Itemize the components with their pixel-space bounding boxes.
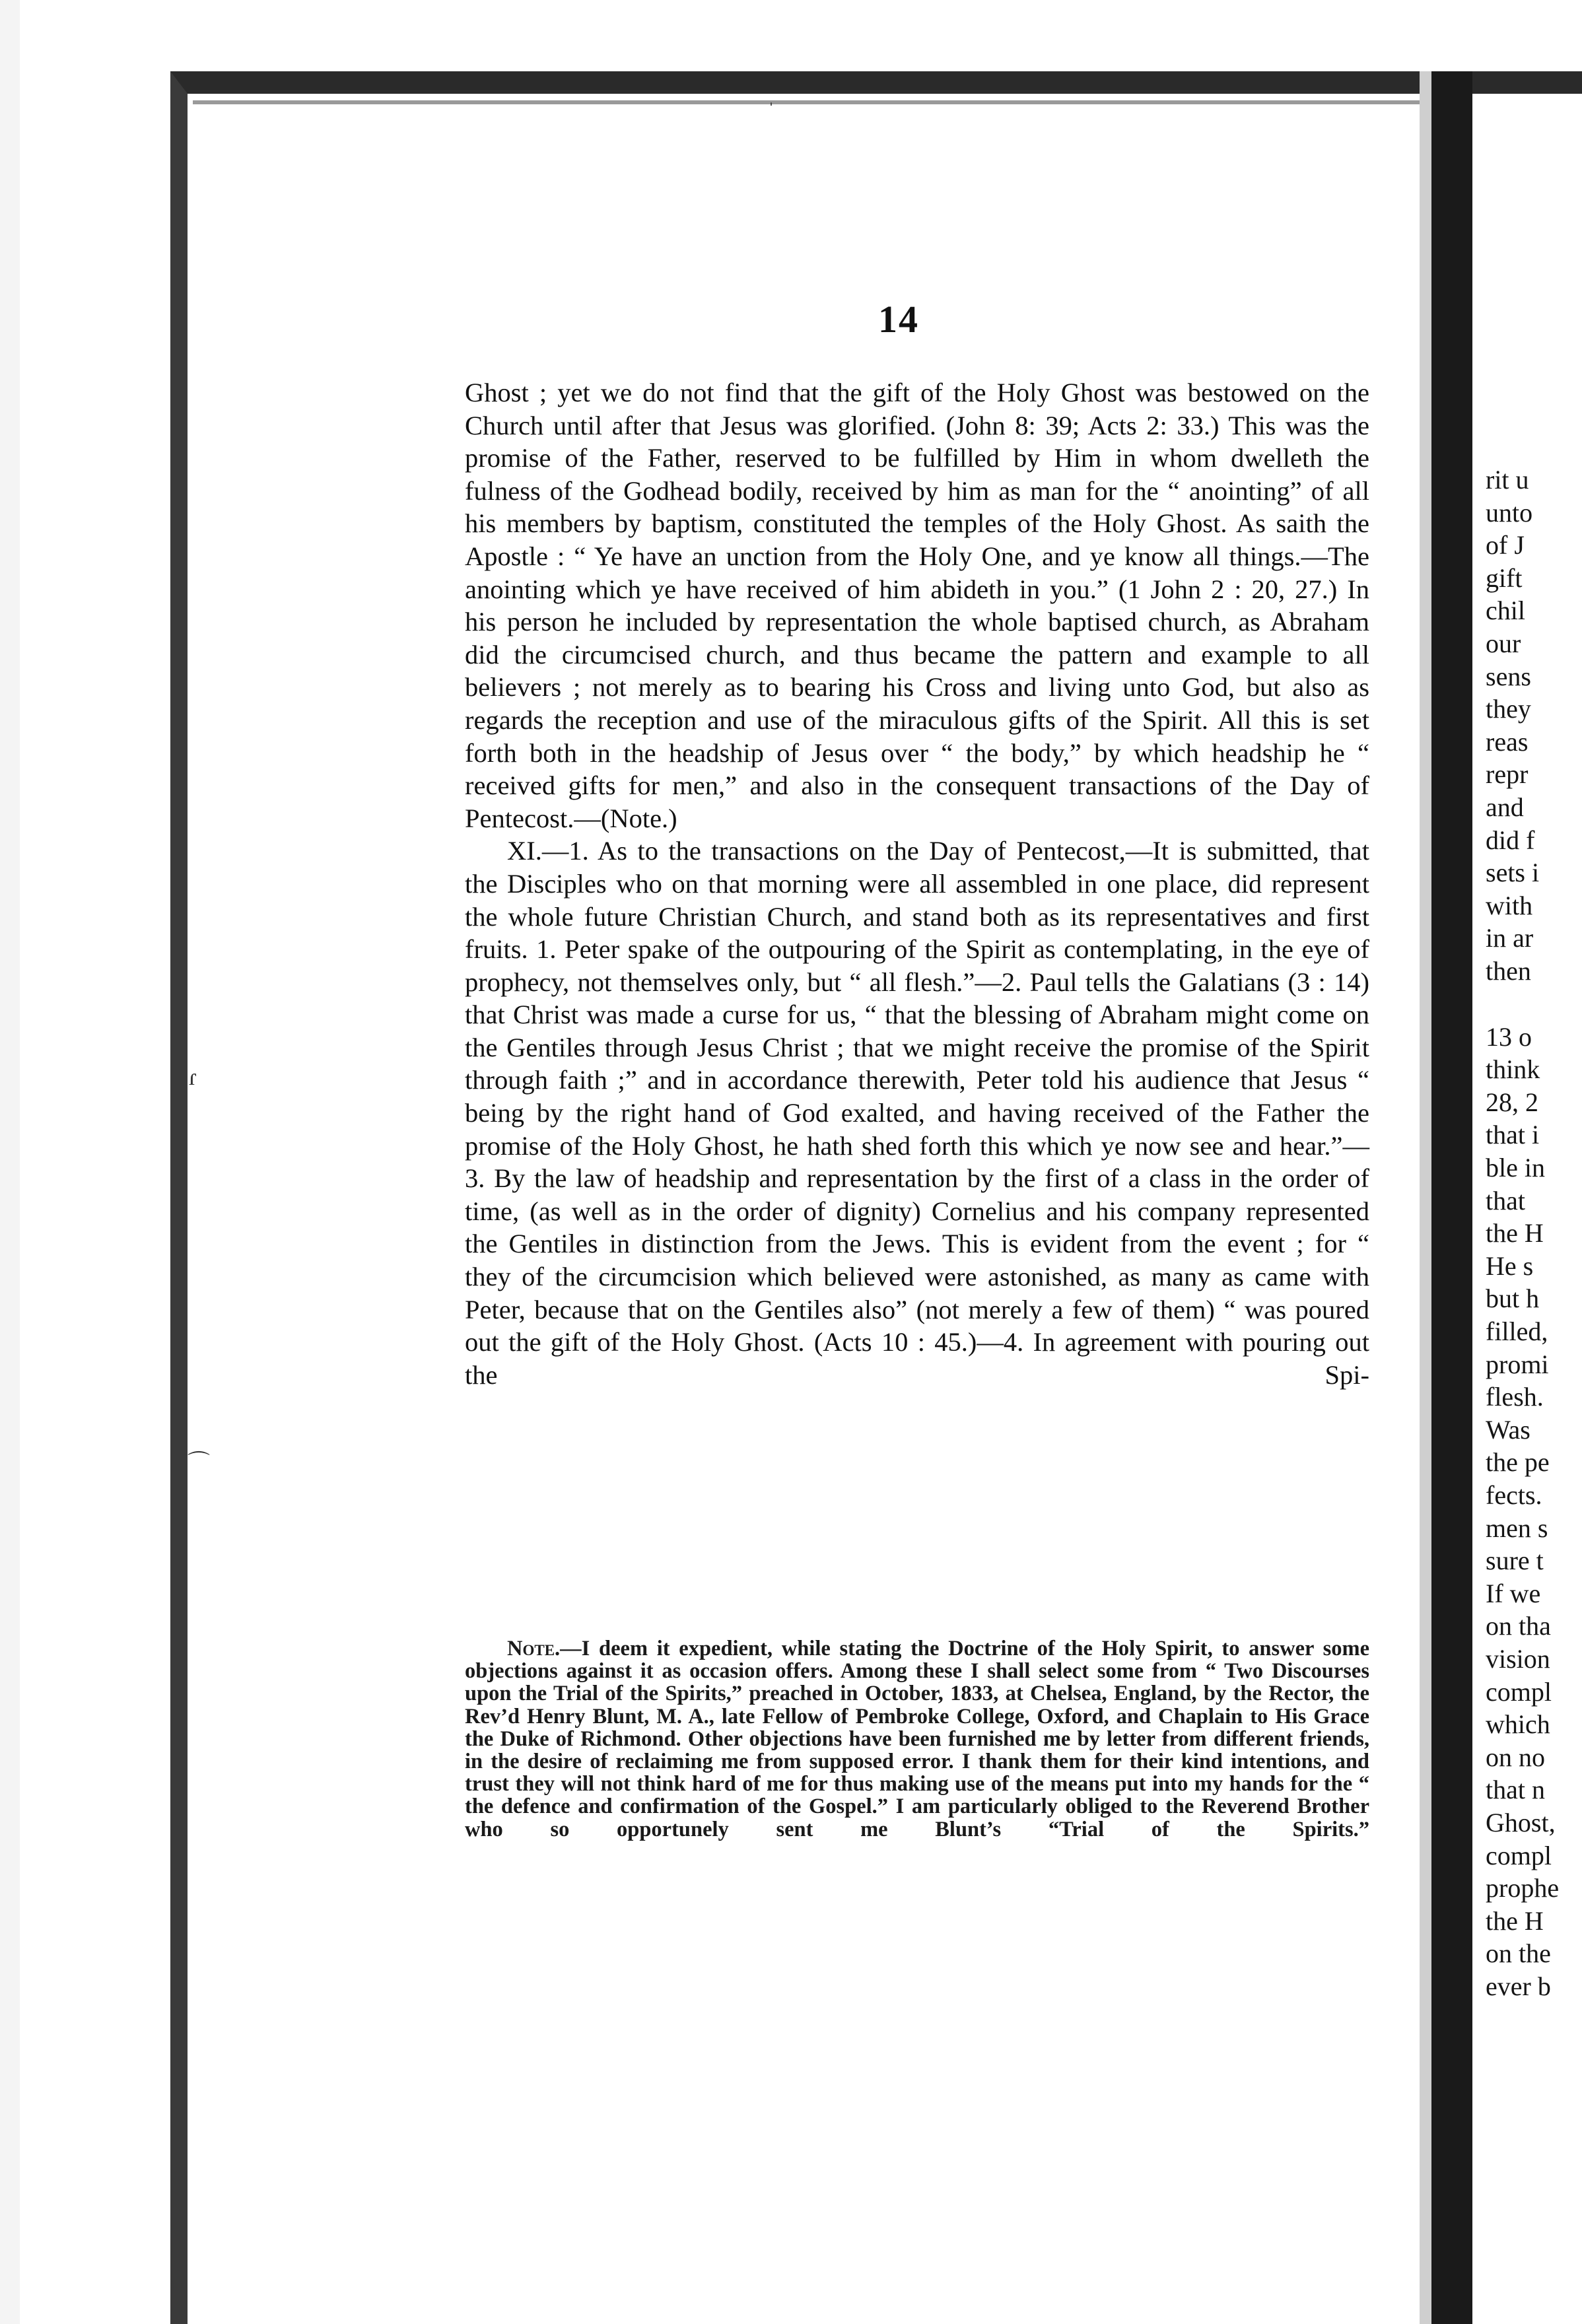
right-page-line: vision: [1486, 1644, 1550, 1674]
footnote-text: —I deem it expedient, while stating the Doctrine of the Holy Spirit, to answer some objections against it as occasion offers. Among these I shall select some from “ Two Discourses upon the Trial of the Spirits,” preached in October, 1833, at Chelsea, England, by the Rector, the Rev’d Henry Blunt, M. A., late Fellow of Pembroke College, Oxford, and Chaplain to His Grace the Duke of Richmond. Other objections have been furnished me by letter from different friends, in the desire of reclaiming me from supposed error. I thank them for their kind intentions, and trust they will not think hard of me for thus making use of the means put into my hands for the “ the defence and confirmation of the Gospel.” I am particularly obliged to the Reverend Brother who so opportunely sent me Blunt’s “Trial of the Spirits.”: [465, 1637, 1369, 1841]
right-page-line: If we: [1486, 1578, 1541, 1608]
right-page-line: and: [1486, 792, 1524, 822]
right-page-line: on no: [1486, 1742, 1545, 1772]
page-number: 14: [878, 298, 919, 341]
right-page-line: repr: [1486, 759, 1529, 790]
right-page-line: the H: [1486, 1218, 1544, 1248]
right-page-line: filled,: [1486, 1316, 1548, 1346]
right-page-line: of J: [1486, 530, 1525, 561]
footnote-lead: Note.: [507, 1637, 561, 1660]
right-page-line: with: [1486, 890, 1533, 920]
right-page-line: Was: [1486, 1414, 1530, 1445]
scan-speck: ˈ: [768, 99, 774, 121]
right-page-line: that: [1486, 1185, 1525, 1215]
right-page-line: gift: [1486, 563, 1523, 593]
right-page-line: rit u: [1486, 465, 1529, 495]
right-page-line: think: [1486, 1054, 1540, 1085]
right-page-line: reas: [1486, 726, 1529, 757]
right-page-line: promi: [1486, 1349, 1549, 1379]
paragraph-section-xi: XI.—1. As to the transactions on the Day of Pentecost,—It is submitted, that the Disciples who on that morning were all assembled in one place, did represent the whole future Christian Church, and stand both as its representatives and first fruits. 1. Peter spake of the outpouring of the Spirit as contemplating, in the eye of prophecy, not themselves only, but “ all flesh.”—2. Paul tells the Galatians (3 : 14) that Christ was made a curse for us, “ that the blessing of Abraham might come on the Gentiles through Jesus Christ ; that we might receive the promise of the Spirit through faith ;” and in accordance therewith, Peter told his audience that Jesus “ being by the right hand of God exalted, and having received of the Father the promise of the Holy Ghost, he hath shed forth this which ye now see and hear.”—3. By the law of headship and representation by the first of a class in the order of time, (as well as in the order of dignity) Cornelius and his company represented the Gentiles in distinction from the Jews. This is evident from the event ; for “ they of the circumcision which believed were astonished, as many as came with Peter, because that on the Gentiles also” (not merely a few of them) “ was poured out the gift of the Holy Ghost. (Acts 10 : 45.)—4. In agreement with pouring out the Spi-: [465, 836, 1369, 1390]
right-page-line: compl: [1486, 1676, 1552, 1707]
right-page-line: Ghost,: [1486, 1808, 1556, 1837]
main-body-text: [465, 376, 1369, 1391]
right-page-line: sens: [1486, 661, 1531, 691]
right-page-line: fects.: [1486, 1480, 1542, 1510]
right-page-partial: [1472, 71, 1582, 2324]
right-page-line: they: [1486, 694, 1531, 724]
right-page-line: sets i: [1486, 858, 1540, 888]
book-gutter: [1431, 71, 1472, 2324]
gutter-shadow: [1420, 71, 1433, 2324]
margin-mark-arrow: ⌒: [188, 1451, 210, 1476]
right-page-line: which: [1486, 1709, 1550, 1740]
right-page-line: 28, 2: [1486, 1087, 1538, 1117]
right-page-line: compl: [1486, 1840, 1552, 1870]
right-page-line: then: [1486, 956, 1531, 986]
right-page-line: chil: [1486, 596, 1525, 626]
right-page-line: sure t: [1486, 1546, 1544, 1576]
footnote: [465, 1637, 1369, 1841]
right-page-line: the pe: [1486, 1447, 1550, 1478]
right-page-line: on the: [1486, 1938, 1551, 1969]
right-page-line: the H: [1486, 1905, 1544, 1936]
right-page-line: 13 o: [1486, 1021, 1532, 1052]
scan-background: [0, 0, 20, 2324]
right-page-line: but h: [1486, 1283, 1540, 1314]
right-page-line: He s: [1486, 1250, 1534, 1281]
right-page-line: ever b: [1486, 1971, 1551, 2001]
right-page-line: on tha: [1486, 1611, 1551, 1641]
right-page-line: in ar: [1486, 923, 1534, 953]
right-page-line: that n: [1486, 1775, 1545, 1805]
right-page-line: men s: [1486, 1513, 1548, 1543]
right-page-line: that i: [1486, 1120, 1540, 1150]
right-page-line: flesh.: [1486, 1382, 1544, 1412]
right-page-line: unto: [1486, 497, 1533, 528]
right-page-line: prophe: [1486, 1873, 1560, 1903]
margin-mark: ɾ: [189, 1064, 197, 1090]
right-page-line: our: [1486, 629, 1521, 658]
page-edge-rule: [193, 100, 1459, 104]
right-page-line: did f: [1486, 825, 1535, 855]
paragraph-ghost: Ghost ; yet we do not find that the gift of the Holy Ghost was bestowed on the Church until after that Jesus was glorified. (John 8: 39; Acts 2: 33.) This was the promise of the Father, reserved to be fulfilled by Him in whom dwelleth the fulness of the Godhead bodily, received by him as man for the “ anointing” of all his members by baptism, constituted the temples of the Holy Ghost. As saith the Apostle : “ Ye have an unction from the Holy One, and ye know all things.—The anointing which ye have received of him abideth in you.” (1 John 2 : 20, 27.) In his person he included by representation the whole baptised church, as Abraham did the circumcised church, and thus became the pattern and example to all believers ; not merely as to bearing his Cross and living unto God, but also as regards the reception and use of the miraculous gifts of the Spirit. All this is set forth both in the headship of Jesus over “ the body,” by which headship he “ received gifts for men,” and also in the consequent transactions of the Day of Pentecost.—(Note.): [465, 378, 1369, 833]
right-page-line: ble in: [1486, 1153, 1545, 1182]
